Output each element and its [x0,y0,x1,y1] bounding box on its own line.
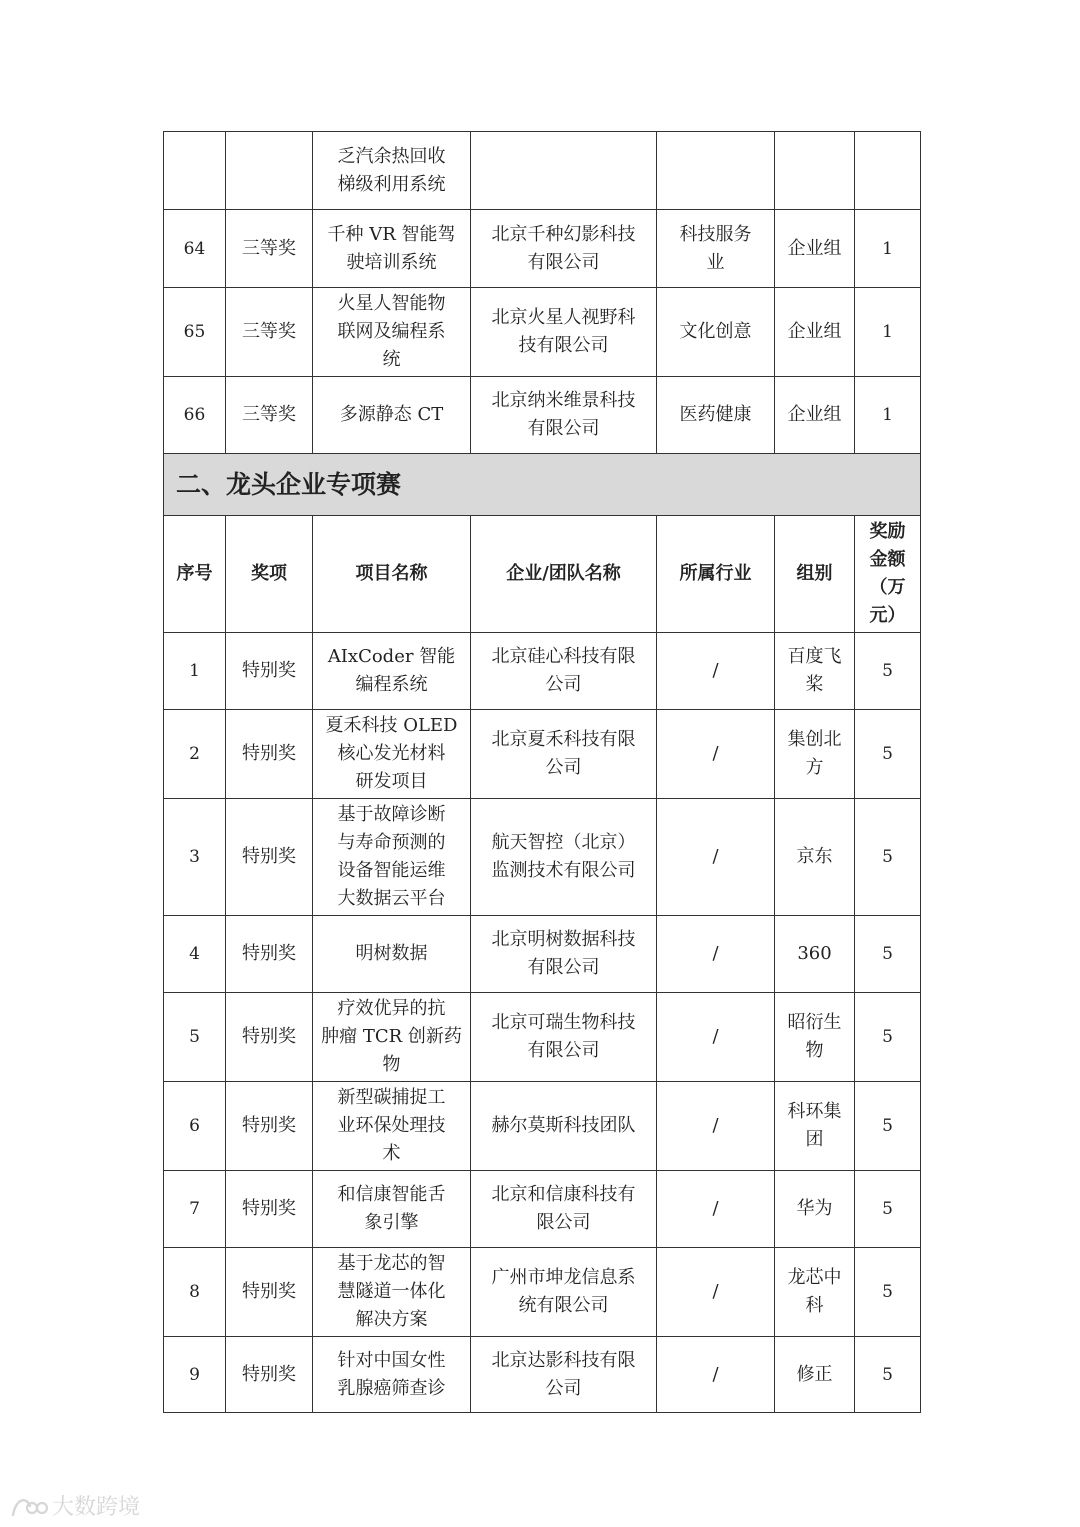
cell-project: 项目名称 [313,516,471,633]
cell-industry: 科技服务 业 [657,210,775,288]
cell-industry: / [657,710,775,799]
cell-group: 百度飞 桨 [775,633,855,710]
table-row [164,210,921,288]
cell-company: 北京明树数据科技 有限公司 [471,916,657,993]
cell-amount: 5 [855,1248,921,1337]
table-row [164,633,921,710]
cell-project: 明树数据 [313,916,471,993]
cell-industry: / [657,993,775,1082]
cell-award [226,132,313,210]
cell-award: 特别奖 [226,916,313,993]
cell-company: 北京火星人视野科 技有限公司 [471,288,657,377]
cell-industry: 文化创意 [657,288,775,377]
cell-group: 360 [775,916,855,993]
cell-no: 5 [164,993,226,1082]
cell-project: 和信康智能舌 象引擎 [313,1171,471,1248]
section-title: 二、龙头企业专项赛 [164,454,921,516]
cell-no: 1 [164,633,226,710]
table-row [164,377,921,454]
table-row [164,799,921,916]
table-header-row [164,516,921,633]
cell-project: 基于故障诊断 与寿命预测的 设备智能运维 大数据云平台 [313,799,471,916]
cell-group: 京东 [775,799,855,916]
cell-amount: 5 [855,993,921,1082]
table-row [164,916,921,993]
cell-amount: 奖励 金额 （万 元） [855,516,921,633]
award-table [163,131,921,1413]
cell-no: 8 [164,1248,226,1337]
cell-award: 三等奖 [226,288,313,377]
cell-amount: 1 [855,210,921,288]
table-row [164,1082,921,1171]
cell-amount: 5 [855,633,921,710]
cell-group: 企业组 [775,377,855,454]
cell-project: 针对中国女性 乳腺癌筛查诊 [313,1337,471,1413]
cell-group: 修正 [775,1337,855,1413]
cell-no: 7 [164,1171,226,1248]
cell-industry [657,132,775,210]
cell-no: 6 [164,1082,226,1171]
cell-no [164,132,226,210]
cell-award: 特别奖 [226,1171,313,1248]
table-row [164,710,921,799]
table-row [164,1248,921,1337]
cell-award: 三等奖 [226,377,313,454]
cell-industry: / [657,633,775,710]
cell-project: AIxCoder 智能 编程系统 [313,633,471,710]
cell-award: 三等奖 [226,210,313,288]
cell-no: 9 [164,1337,226,1413]
table-row [164,1171,921,1248]
cell-amount: 5 [855,1337,921,1413]
cell-industry: / [657,916,775,993]
cell-award: 特别奖 [226,1082,313,1171]
cell-no: 66 [164,377,226,454]
cell-industry: 所属行业 [657,516,775,633]
cell-group: 组别 [775,516,855,633]
cell-no: 2 [164,710,226,799]
section-header-row [164,454,921,516]
cell-amount: 5 [855,916,921,993]
cell-amount: 5 [855,1082,921,1171]
cell-no: 4 [164,916,226,993]
cell-project: 新型碳捕捉工 业环保处理技 术 [313,1082,471,1171]
cell-industry: 医药健康 [657,377,775,454]
cell-company: 北京纳米维景科技 有限公司 [471,377,657,454]
table-row [164,1337,921,1413]
cell-company [471,132,657,210]
cell-award: 特别奖 [226,1337,313,1413]
cell-amount: 5 [855,1171,921,1248]
cell-project: 疗效优异的抗 肿瘤 TCR 创新药 物 [313,993,471,1082]
cell-project: 千种 VR 智能驾 驶培训系统 [313,210,471,288]
dashuju-logo-icon [10,1493,48,1519]
cell-award: 奖项 [226,516,313,633]
cell-group [775,132,855,210]
cell-company: 北京可瑞生物科技 有限公司 [471,993,657,1082]
cell-project: 夏禾科技 OLED 核心发光材料 研发项目 [313,710,471,799]
cell-group: 集创北 方 [775,710,855,799]
cell-industry: / [657,1337,775,1413]
cell-project: 基于龙芯的智 慧隧道一体化 解决方案 [313,1248,471,1337]
cell-award: 特别奖 [226,633,313,710]
cell-award: 特别奖 [226,710,313,799]
cell-company: 赫尔莫斯科技团队 [471,1082,657,1171]
cell-company: 航天智控（北京） 监测技术有限公司 [471,799,657,916]
cell-amount: 1 [855,377,921,454]
cell-industry: / [657,1082,775,1171]
cell-industry: / [657,799,775,916]
cell-no: 64 [164,210,226,288]
cell-industry: / [657,1248,775,1337]
cell-company: 广州市坤龙信息系 统有限公司 [471,1248,657,1337]
table-row [164,288,921,377]
cell-company: 北京硅心科技有限 公司 [471,633,657,710]
cell-amount [855,132,921,210]
cell-group: 企业组 [775,288,855,377]
cell-company: 企业/团队名称 [471,516,657,633]
cell-group: 昭衍生 物 [775,993,855,1082]
cell-company: 北京夏禾科技有限 公司 [471,710,657,799]
cell-project: 多源静态 CT [313,377,471,454]
cell-project: 乏汽余热回收 梯级利用系统 [313,132,471,210]
cell-no: 序号 [164,516,226,633]
cell-amount: 5 [855,710,921,799]
table-row [164,132,921,210]
cell-company: 北京达影科技有限 公司 [471,1337,657,1413]
cell-award: 特别奖 [226,993,313,1082]
cell-no: 65 [164,288,226,377]
cell-industry: / [657,1171,775,1248]
cell-no: 3 [164,799,226,916]
cell-amount: 5 [855,799,921,916]
cell-group: 龙芯中 科 [775,1248,855,1337]
cell-group: 企业组 [775,210,855,288]
cell-group: 华为 [775,1171,855,1248]
cell-company: 北京和信康科技有 限公司 [471,1171,657,1248]
cell-award: 特别奖 [226,1248,313,1337]
watermark [10,1490,140,1521]
cell-group: 科环集 团 [775,1082,855,1171]
watermark-text: 大数跨境 [52,1495,141,1520]
cell-project: 火星人智能物 联网及编程系 统 [313,288,471,377]
cell-amount: 1 [855,288,921,377]
cell-company: 北京千种幻影科技 有限公司 [471,210,657,288]
table-row [164,993,921,1082]
cell-award: 特别奖 [226,799,313,916]
